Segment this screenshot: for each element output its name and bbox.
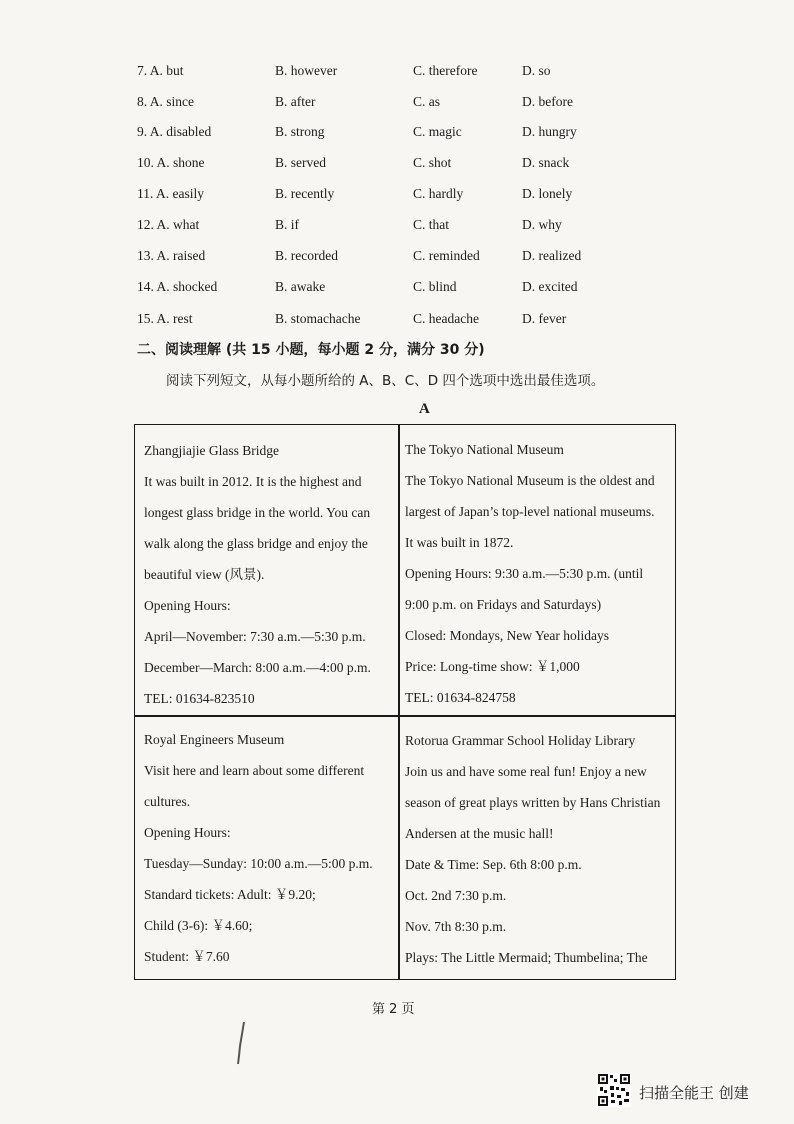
option-c: C. blind: [413, 279, 457, 294]
cell-line: Oct. 2nd 7:30 p.m.: [405, 888, 507, 903]
cell-line: season of great plays written by Hans Christian: [405, 795, 661, 810]
option-c: C. as: [413, 94, 440, 109]
option-a: 10. A. shone: [137, 155, 205, 170]
option-a: 12. A. what: [137, 217, 200, 232]
option-c: C. headache: [413, 311, 479, 326]
option-d: D. realized: [522, 248, 582, 263]
option-c: C. shot: [413, 155, 452, 170]
cell-line: It was built in 2012. It is the highest and: [144, 474, 362, 489]
cell-line: Andersen at the music hall!: [405, 826, 554, 841]
option-row: [0, 217, 794, 243]
option-row: [0, 94, 794, 120]
option-a: 8. A. since: [137, 94, 194, 109]
cell-tokyo-museum: [405, 434, 673, 713]
option-d: D. so: [522, 63, 551, 78]
cell-glass-bridge: [144, 435, 394, 714]
option-c: C. magic: [413, 124, 462, 139]
cell-line: Plays: The Little Mermaid; Thumbelina; The: [405, 950, 648, 965]
option-a: 11. A. easily: [137, 186, 204, 201]
cell-line: Tuesday—Sunday: 10:00 a.m.—5:00 p.m.: [144, 856, 373, 871]
cell-holiday-library: [405, 725, 673, 973]
option-a: 7. A. but: [137, 63, 184, 78]
cell-title: Royal Engineers Museum: [144, 732, 285, 747]
cell-line: Join us and have some real fun! Enjoy a new: [405, 764, 647, 779]
option-b: B. awake: [275, 279, 326, 294]
table-divider-horizontal: [135, 715, 675, 717]
scanner-watermark: 扫描全能王 创建: [639, 1084, 749, 1102]
option-a: 15. A. rest: [137, 311, 193, 326]
cell-line: TEL: 01634-824758: [405, 690, 516, 705]
option-row: [0, 63, 794, 89]
cell-line: Student: ￥7.60: [144, 949, 230, 964]
option-d: D. lonely: [522, 186, 573, 201]
option-d: D. snack: [522, 155, 570, 170]
option-b: B. stomachache: [275, 311, 361, 326]
cell-line: walk along the glass bridge and enjoy the: [144, 536, 368, 551]
option-c: C. hardly: [413, 186, 464, 201]
cell-line: Date & Time: Sep. 6th 8:00 p.m.: [405, 857, 582, 872]
qr-code-icon: [597, 1073, 631, 1107]
cell-line: Opening Hours: 9:30 a.m.—5:30 p.m. (until: [405, 566, 644, 581]
table-divider-vertical: [398, 425, 400, 979]
option-b: B. strong: [275, 124, 325, 139]
option-row: [0, 186, 794, 212]
cell-line: beautiful view (风景).: [144, 567, 265, 582]
cell-line: Nov. 7th 8:30 p.m.: [405, 919, 507, 934]
cell-line: largest of Japan’s top-level national museums.: [405, 504, 655, 519]
passage-table: [134, 424, 676, 980]
cell-engineers-museum: [144, 724, 394, 972]
option-a: 13. A. raised: [137, 248, 206, 263]
section-instruction: 阅读下列短文，从每小题所给的 A、B、C、D 四个选项中选出最佳选项。: [166, 373, 605, 389]
option-d: D. before: [522, 94, 573, 109]
option-b: B. recently: [275, 186, 335, 201]
option-b: B. however: [275, 63, 338, 78]
option-d: D. hungry: [522, 124, 577, 139]
cell-title: The Tokyo National Museum: [405, 442, 564, 457]
cell-line: The Tokyo National Museum is the oldest and: [405, 473, 655, 488]
option-row: [0, 124, 794, 150]
option-row: [0, 311, 794, 337]
cell-line: Closed: Mondays, New Year holidays: [405, 628, 609, 643]
cell-title: Zhangjiajie Glass Bridge: [144, 443, 279, 458]
option-row: [0, 279, 794, 305]
cell-line: longest glass bridge in the world. You can: [144, 505, 371, 520]
option-a: 9. A. disabled: [137, 124, 212, 139]
option-d: D. why: [522, 217, 562, 232]
cell-line: Child (3-6): ￥4.60;: [144, 918, 253, 933]
section-title: 二、阅读理解 (共 15 小题，每小题 2 分，满分 30 分): [137, 342, 485, 358]
option-b: B. recorded: [275, 248, 338, 263]
cell-line: December—March: 8:00 a.m.—4:00 p.m.: [144, 660, 371, 675]
scan-smudge: [236, 1020, 246, 1066]
option-row: [0, 155, 794, 181]
cell-line: 9:00 p.m. on Fridays and Saturdays): [405, 597, 602, 612]
cell-line: TEL: 01634-823510: [144, 691, 255, 706]
option-c: C. therefore: [413, 63, 478, 78]
cell-line: Opening Hours:: [144, 825, 231, 840]
option-a: 14. A. shocked: [137, 279, 218, 294]
passage-letter: A: [419, 401, 430, 417]
option-row: [0, 248, 794, 274]
cell-line: Standard tickets: Adult: ￥9.20;: [144, 887, 316, 902]
page-number: 第 2 页: [372, 1002, 415, 1017]
option-c: C. reminded: [413, 248, 480, 263]
option-b: B. if: [275, 217, 300, 232]
cell-line: April—November: 7:30 a.m.—5:30 p.m.: [144, 629, 366, 644]
cell-line: It was built in 1872.: [405, 535, 514, 550]
option-b: B. after: [275, 94, 316, 109]
cell-title: Rotorua Grammar School Holiday Library: [405, 733, 636, 748]
option-b: B. served: [275, 155, 326, 170]
option-d: D. fever: [522, 311, 567, 326]
cell-line: Opening Hours:: [144, 598, 231, 613]
option-d: D. excited: [522, 279, 578, 294]
cell-line: Visit here and learn about some different: [144, 763, 365, 778]
cell-line: Price: Long-time show: ￥1,000: [405, 659, 580, 674]
option-c: C. that: [413, 217, 449, 232]
cell-line: cultures.: [144, 794, 191, 809]
